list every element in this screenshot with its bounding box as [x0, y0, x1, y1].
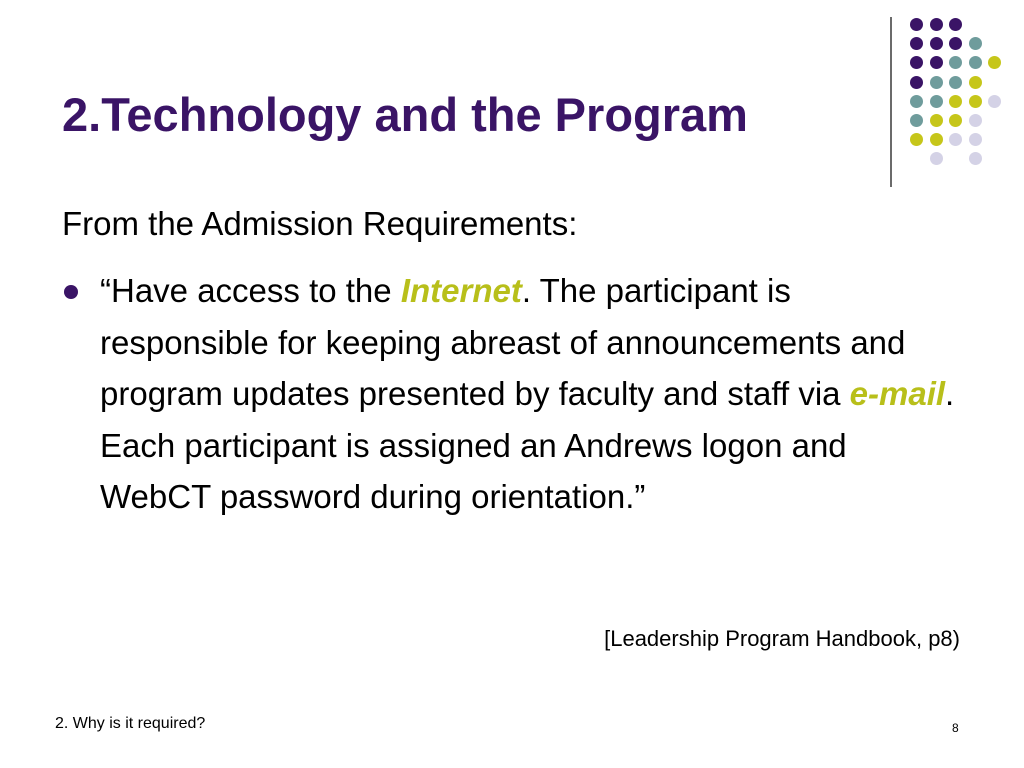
- decorative-dot: [930, 76, 943, 89]
- decorative-dot: [949, 37, 962, 50]
- decorative-dot: [910, 114, 923, 127]
- decorative-dot: [949, 95, 962, 108]
- decorative-dot: [930, 37, 943, 50]
- decorative-dot: [969, 114, 982, 127]
- decorative-dot: [969, 37, 982, 50]
- slide-title: 2.Technology and the Program: [62, 88, 748, 141]
- bullet-text-part2: . The participant is responsible for keeping abreast of announcements and program updates presented by faculty and staff via: [100, 272, 906, 412]
- decorative-dot: [988, 56, 1001, 69]
- decorative-dot: [949, 18, 962, 31]
- bullet-item: [62, 265, 962, 523]
- decorative-dot: [910, 18, 923, 31]
- decorative-dot: [930, 56, 943, 69]
- intro-text: From the Admission Requirements:: [62, 205, 578, 242]
- decorative-dot: [930, 133, 943, 146]
- footer-text: 2. Why is it required?: [55, 715, 206, 732]
- citation: [Leadership Program Handbook, p8): [604, 626, 960, 651]
- decorative-dot: [910, 76, 923, 89]
- decorative-dot: [949, 76, 962, 89]
- bullet-icon: [64, 285, 78, 299]
- decorative-dot: [910, 56, 923, 69]
- decorative-dot: [910, 37, 923, 50]
- decorative-dot: [949, 133, 962, 146]
- decorative-dot: [930, 18, 943, 31]
- page-number: 8: [952, 721, 959, 735]
- bullet-text-part1: “Have access to the: [100, 272, 401, 309]
- decorative-dot: [910, 133, 923, 146]
- decorative-dot: [910, 95, 923, 108]
- decorative-dot-grid: [900, 10, 1012, 165]
- decorative-dot: [930, 152, 943, 165]
- bullet-text-part3: . Each participant is assigned an Andrews logon and WebCT password during orientation.”: [100, 375, 955, 515]
- highlight-email: e-mail: [849, 375, 946, 412]
- decorative-dot: [988, 95, 1001, 108]
- decorative-dot: [969, 133, 982, 146]
- title-divider-line: [890, 17, 892, 187]
- decorative-dot: [930, 114, 943, 127]
- bullet-text: [100, 265, 962, 523]
- decorative-dot: [969, 76, 982, 89]
- decorative-dot: [949, 114, 962, 127]
- decorative-dot: [930, 95, 943, 108]
- decorative-dot: [969, 95, 982, 108]
- decorative-dot: [969, 152, 982, 165]
- highlight-internet: Internet: [400, 272, 522, 309]
- decorative-dot: [949, 56, 962, 69]
- decorative-dot: [969, 56, 982, 69]
